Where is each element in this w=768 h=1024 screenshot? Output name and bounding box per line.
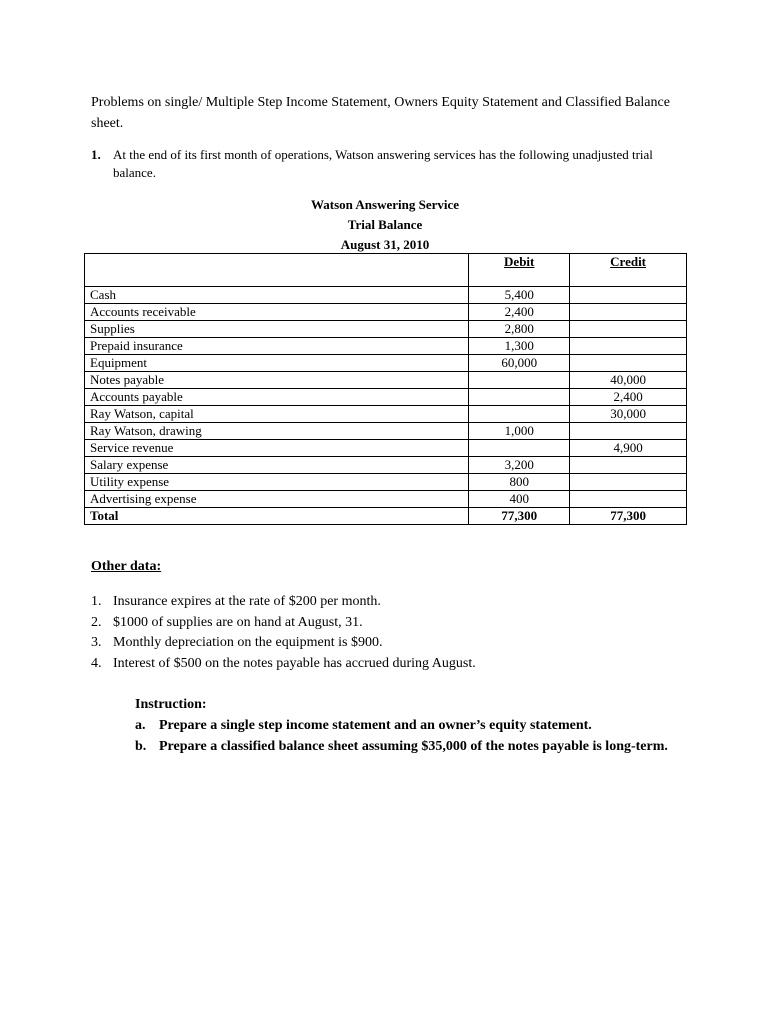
cell-credit <box>570 355 687 372</box>
statement-heading <box>260 195 510 255</box>
list-item <box>91 654 476 675</box>
intro-text: Problems on single/ Multiple Step Income Statement, Owners Equity Statement and Classified Balance sheet. <box>91 95 670 131</box>
table-row <box>85 338 687 355</box>
instruction-text: Prepare a single step income statement and an owner’s equity statement. <box>159 718 592 733</box>
instruction-item <box>135 715 675 736</box>
cell-debit <box>469 389 570 406</box>
cell-debit: 3,200 <box>469 457 570 474</box>
instruction-block <box>135 694 675 757</box>
instruction-items <box>135 715 675 757</box>
list-item-number: 4. <box>91 655 102 671</box>
list-item-text: Monthly depreciation on the equipment is $900. <box>113 635 383 650</box>
statement-date: August 31, 2010 <box>340 237 430 252</box>
table-row <box>85 321 687 338</box>
list-item-text: Interest of $500 on the notes payable has accrued during August. <box>113 655 476 671</box>
total-label: Total <box>85 508 469 525</box>
header-debit: Debit <box>469 254 570 287</box>
cell-debit: 1,000 <box>469 423 570 440</box>
list-item <box>91 613 476 634</box>
table-total-row <box>85 508 687 525</box>
cell-debit: 2,400 <box>469 304 570 321</box>
problem-number: 1. <box>91 147 101 162</box>
cell-credit: 2,400 <box>570 389 687 406</box>
table-row <box>85 389 687 406</box>
cell-credit: 40,000 <box>570 372 687 389</box>
instruction-item <box>135 736 675 757</box>
table-row <box>85 287 687 304</box>
list-item-number: 3. <box>91 635 102 650</box>
table-row <box>85 440 687 457</box>
cell-account: Cash <box>85 287 469 304</box>
cell-credit: 30,000 <box>570 406 687 423</box>
list-item <box>91 633 476 654</box>
cell-account: Salary expense <box>85 457 469 474</box>
table-row <box>85 304 687 321</box>
cell-debit: 400 <box>469 491 570 508</box>
cell-account: Ray Watson, capital <box>85 406 469 423</box>
cell-account: Accounts receivable <box>85 304 469 321</box>
cell-debit: 1,300 <box>469 338 570 355</box>
cell-debit: 60,000 <box>469 355 570 372</box>
instruction-text: Prepare a classified balance sheet assuming $35,000 of the notes payable is long-term. <box>159 739 668 754</box>
cell-account: Supplies <box>85 321 469 338</box>
header-account <box>85 254 469 287</box>
instruction-label: b. <box>135 739 147 754</box>
other-data-title: Other data: <box>91 559 162 574</box>
cell-debit <box>469 372 570 389</box>
problem-text: At the end of its first month of operations, Watson answering services has the following unadjusted trial balance. <box>113 147 653 180</box>
cell-credit <box>570 304 687 321</box>
statement-title: Trial Balance <box>347 217 423 232</box>
table-row <box>85 406 687 423</box>
cell-credit: 4,900 <box>570 440 687 457</box>
cell-credit <box>570 321 687 338</box>
cell-account: Advertising expense <box>85 491 469 508</box>
cell-credit <box>570 491 687 508</box>
table-row <box>85 457 687 474</box>
cell-debit: 5,400 <box>469 287 570 304</box>
instruction-label: a. <box>135 718 146 733</box>
cell-account: Accounts payable <box>85 389 469 406</box>
list-item <box>91 592 476 613</box>
cell-debit <box>469 406 570 423</box>
table-header-row <box>85 254 687 287</box>
list-item-number: 2. <box>91 614 102 630</box>
list-item-number: 1. <box>91 594 102 609</box>
problem-1 <box>91 146 691 182</box>
other-data-list <box>91 592 476 674</box>
trial-balance-table <box>84 253 687 525</box>
company-name: Watson Answering Service <box>310 197 460 212</box>
cell-credit <box>570 287 687 304</box>
cell-debit <box>469 440 570 457</box>
table-row <box>85 372 687 389</box>
header-credit: Credit <box>570 254 687 287</box>
cell-account: Utility expense <box>85 474 469 491</box>
cell-credit <box>570 338 687 355</box>
cell-account: Service revenue <box>85 440 469 457</box>
total-debit: 77,300 <box>469 508 570 525</box>
total-credit: 77,300 <box>570 508 687 525</box>
list-item-text: $1000 of supplies are on hand at August, 31. <box>113 614 363 630</box>
cell-account: Ray Watson, drawing <box>85 423 469 440</box>
table-row <box>85 491 687 508</box>
cell-credit <box>570 457 687 474</box>
instruction-title: Instruction: <box>135 697 207 712</box>
list-item-text: Insurance expires at the rate of $200 per month. <box>113 594 381 609</box>
table-row <box>85 474 687 491</box>
cell-credit <box>570 423 687 440</box>
cell-account: Equipment <box>85 355 469 372</box>
table-body <box>85 287 687 508</box>
table-row <box>85 423 687 440</box>
cell-account: Prepaid insurance <box>85 338 469 355</box>
cell-credit <box>570 474 687 491</box>
cell-debit: 800 <box>469 474 570 491</box>
cell-debit: 2,800 <box>469 321 570 338</box>
cell-account: Notes payable <box>85 372 469 389</box>
table-row <box>85 355 687 372</box>
